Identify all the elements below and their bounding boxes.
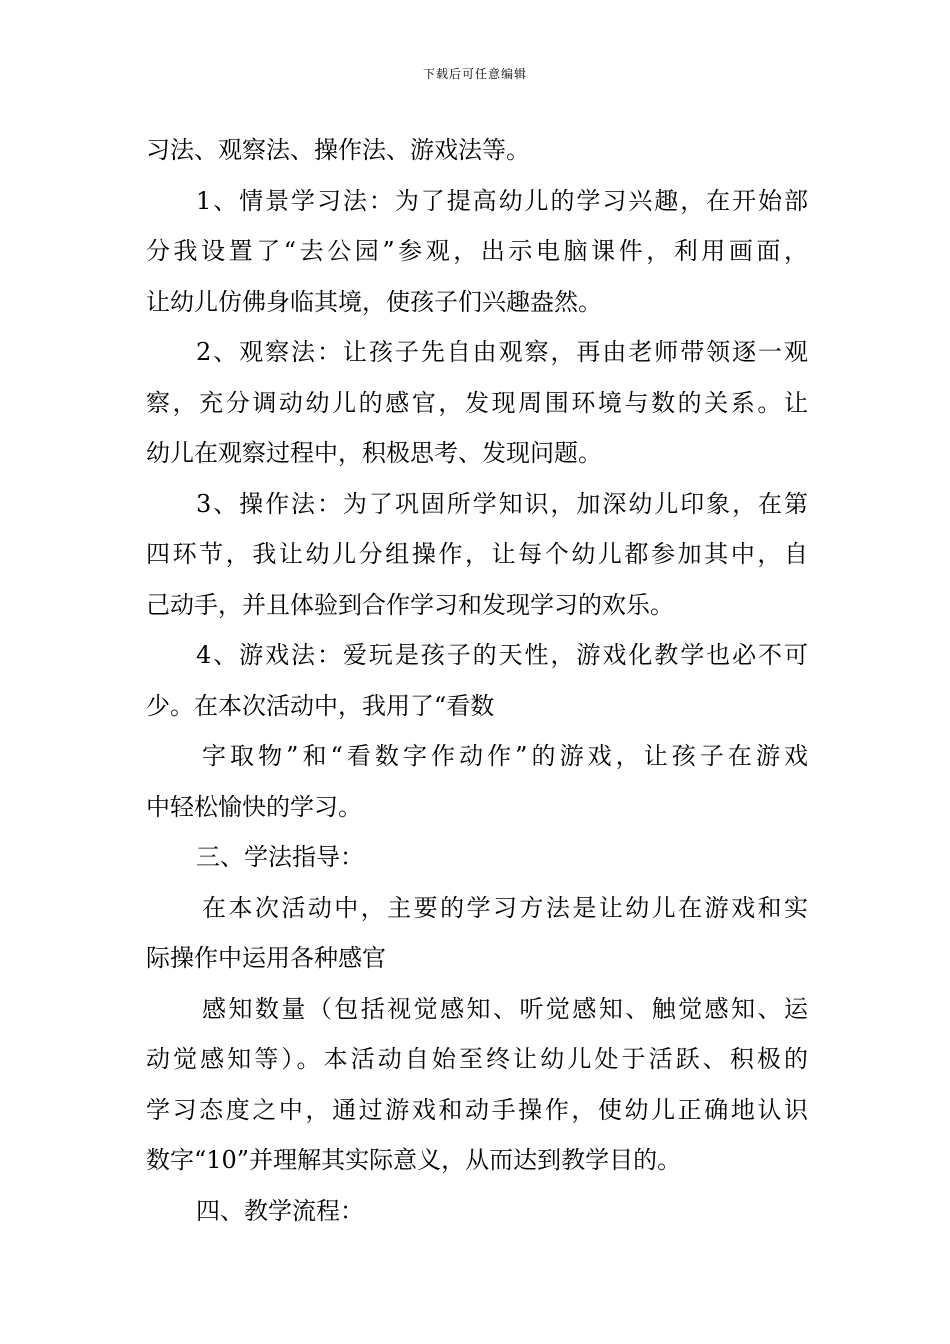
page-header: 下载后可任意编辑 xyxy=(422,67,527,81)
text-line: 察，充分调动幼儿的感官，发现周围环境与数的关系。让 xyxy=(146,388,808,417)
text-line: 幼儿在观察过程中，积极思考、发现问题。 xyxy=(146,439,602,467)
text-line: 感知数量（包括视觉感知、听觉感知、触觉感知、运 xyxy=(202,994,808,1023)
text-line: 让幼儿仿佛身临其境，使孩子们兴趣盎然。 xyxy=(146,287,602,316)
text-line: 1、情景学习法：为了提高幼儿的学习兴趣，在开始部 xyxy=(196,186,808,215)
document-body xyxy=(146,125,808,1236)
text-line: 分我设置了“去公园”参观，出示电脑课件，利用画面， xyxy=(146,237,808,265)
text-line: 际操作中运用各种感官 xyxy=(146,944,386,972)
text-line: 四环节，我让幼儿分组操作，让每个幼儿都参加其中，自 xyxy=(146,540,808,568)
section-heading: 三、学法指导： xyxy=(196,843,364,871)
text-line: 习法、观察法、操作法、游戏法等。 xyxy=(146,136,530,164)
text-line: 数字“10”并理解其实际意义，从而达到教学目的。 xyxy=(146,1146,682,1174)
section-heading: 四、教学流程： xyxy=(196,1196,364,1225)
text-line: 中轻松愉快的学习。 xyxy=(146,792,362,821)
text-line: 3、操作法：为了巩固所学知识，加深幼儿印象，在第 xyxy=(196,489,808,518)
text-line: 字取物”和“看数字作动作”的游戏，让孩子在游戏 xyxy=(202,742,808,770)
text-line: 2、观察法：让孩子先自由观察，再由老师带领逐一观 xyxy=(196,338,808,366)
text-line: 学习态度之中，通过游戏和动手操作，使幼儿正确地认识 xyxy=(146,1095,808,1124)
text-line: 动觉感知等）。本活动自始至终让幼儿处于活跃、积极的 xyxy=(146,1045,808,1073)
text-line: 4、游戏法：爱玩是孩子的天性，游戏化教学也必不可 xyxy=(196,641,808,669)
text-line: 少。在本次活动中，我用了“看数 xyxy=(146,691,495,720)
text-line: 己动手，并且体验到合作学习和发现学习的欢乐。 xyxy=(146,590,674,619)
text-line: 在本次活动中，主要的学习方法是让幼儿在游戏和实 xyxy=(202,893,808,922)
